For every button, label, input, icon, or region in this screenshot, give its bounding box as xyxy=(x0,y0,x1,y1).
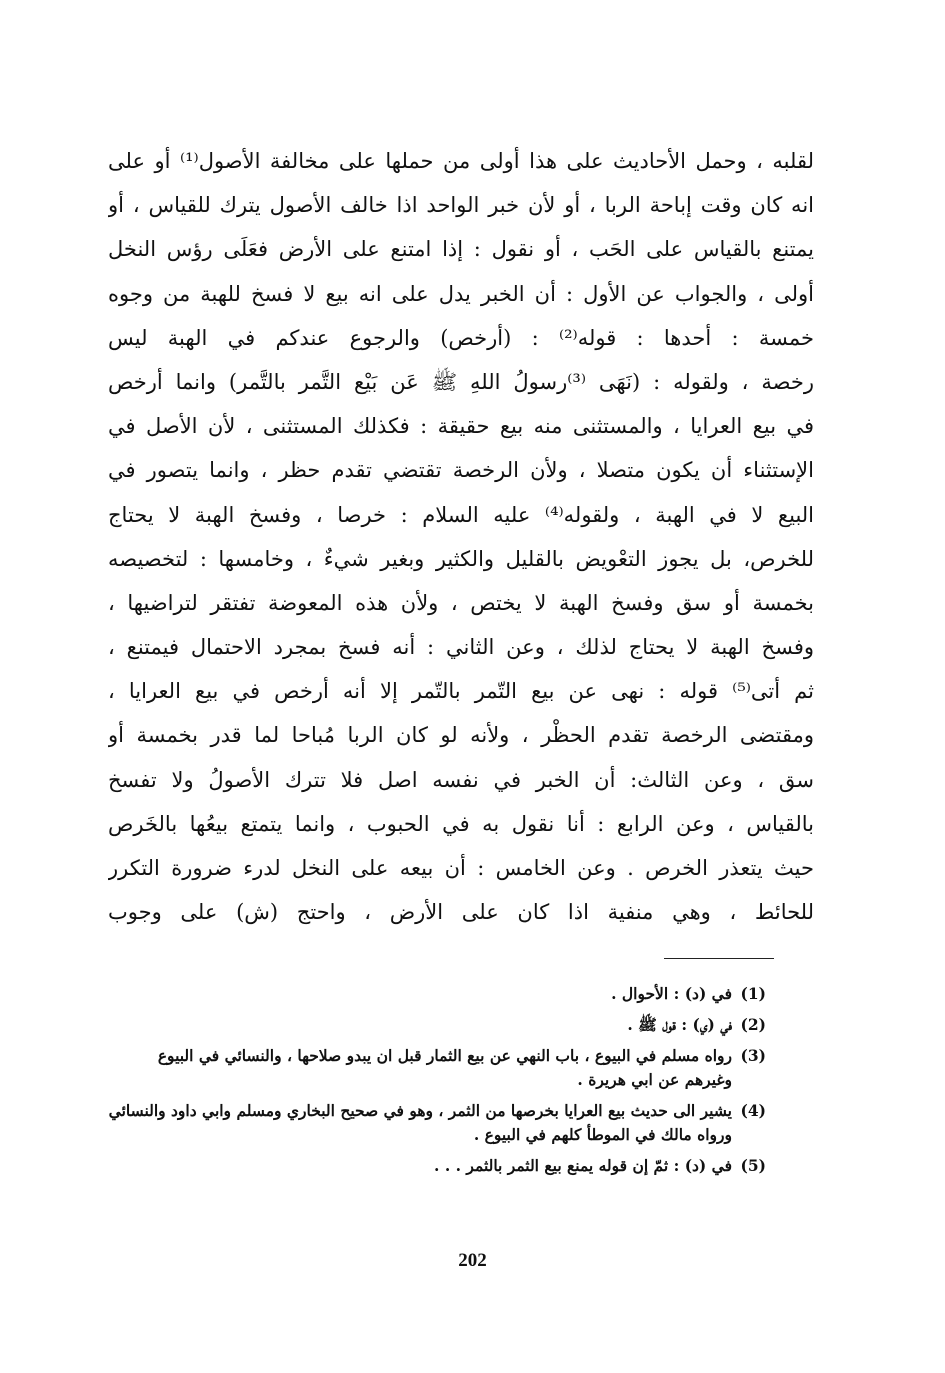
text-line: لقلبه ، وحمل الأحاديث على هذا أولى من حملها على مخالفة الأصول⁽¹⁾ أو على xyxy=(108,149,814,173)
footnote xyxy=(108,1099,766,1147)
text-line: ومقتضى الرخصة تقدم الحظْر ، ولأنه لو كان الربا مُباحا لما قدر بخمسة أو xyxy=(108,723,814,748)
text-line: في بيع العرايا ، والمستثنى منه بيع حقيقة : فكذلك المستثنى ، لأن الأصل في xyxy=(108,414,814,439)
footnote xyxy=(108,982,766,1006)
footnote xyxy=(108,1044,766,1092)
footnote-text: في (د) : الأحوال . xyxy=(611,984,732,1003)
text-line: الإستثناء أن يكون متصلا ، ولأن الرخصة تقتضي تقدم حظر ، وانما يتصور في xyxy=(108,458,814,483)
footnote-number: (3) xyxy=(740,1046,766,1065)
text-line: بالقياس ، وعن الرابع : أنا نقول به في الحبوب ، وانما يتمتع بيعُها بالخَرص xyxy=(108,811,814,836)
text-line: ثم أتى⁽⁵⁾ قوله : نهى عن بيع التّمر بالتّمر إلا أنه أرخص في بيع العرايا ، xyxy=(108,679,814,704)
footnote-text: يشير الى حديث بيع العرايا بخرصها من الثمر ، وهو في صحيح البخاري ومسلم وابي داود والنسائي ورواه مالك في الموطأ كلهم في البيوع . xyxy=(108,1101,732,1144)
footnote-number: (1) xyxy=(740,984,766,1003)
text-line: رخصة ، ولقوله : (نَهَى ⁽³⁾رسولُ اللهِ ﷺ عَن بَيْع التَّمر بالتَّمر) وانما أرخص xyxy=(108,369,814,394)
text-line: يمتنع بالقياس على الحَب ، أو نقول : إذا امتنع على الأرض فعَلَى رؤس النخل xyxy=(108,237,814,262)
text-line: خمسة : أحدها : قوله⁽²⁾ : (أرخص) والرجوع عندكم في الهبة ليس xyxy=(108,325,814,350)
text-line: وفسخ الهبة لا يحتاج لذلك ، وعن الثاني : أنه فسخ بمجرد الاحتمال فيمتنع ، xyxy=(108,635,814,660)
text-line: للحائط ، وهي منفية اذا كان على الأرض ، واحتج (ش) على وجوب xyxy=(108,900,814,925)
text-line: سق ، وعن الثالث: أن الخبر في نفسه اصل فلا تترك الأصولُ ولا تفسخ xyxy=(108,767,814,792)
footnote-text: في (ي) : قول ﷺ . xyxy=(627,1015,732,1034)
text-line: انه كان وقت إباحة الربا ، أو لأن خبر الواحد اذا خالف الأصول يترك للقياس ، أو xyxy=(108,193,814,218)
footnote xyxy=(108,1013,766,1037)
footnote-number: (4) xyxy=(740,1101,766,1120)
footnote-text: في (د) : ثمّ إن قوله يمنع بيع الثمر بالثمر . . . xyxy=(434,1156,732,1175)
footnote-text: رواه مسلم في البيوع ، باب النهي عن بيع الثمار قبل ان يبدو صلاحها ، والنسائي في البيوع وغيرهم عن ابي هريرة . xyxy=(157,1046,732,1089)
text-line: بخمسة أو سق وفسخ الهبة لا يختص ، ولأن هذه المعوضة تفتقر لتراضيها ، xyxy=(108,590,814,615)
text-line: أولى ، والجواب عن الأول : أن الخبر يدل على انه بيع لا فسخ للهبة من وجوه xyxy=(108,281,814,306)
footnotes xyxy=(108,982,766,1185)
footnote-divider xyxy=(664,958,774,959)
page-number: 202 xyxy=(458,1250,487,1271)
text-line: حيث يتعذر الخرص . وعن الخامس : أن بيعه على النخل لدرء ضرورة التكرر xyxy=(108,856,814,880)
footnote-number: (2) xyxy=(740,1015,766,1034)
text-line: البيع لا في الهبة ، ولقوله⁽⁴⁾ عليه السلام : خرصا ، وفسخ الهبة لا يحتاج xyxy=(108,502,814,527)
text-line: للخرص، بل يجوز التعْويض بالقليل والكثير وبغير شيءٌ ، وخامسها : لتخصيصه xyxy=(108,546,814,571)
footnote-number: (5) xyxy=(740,1156,766,1175)
footnote xyxy=(108,1154,766,1178)
main-text xyxy=(108,139,814,934)
